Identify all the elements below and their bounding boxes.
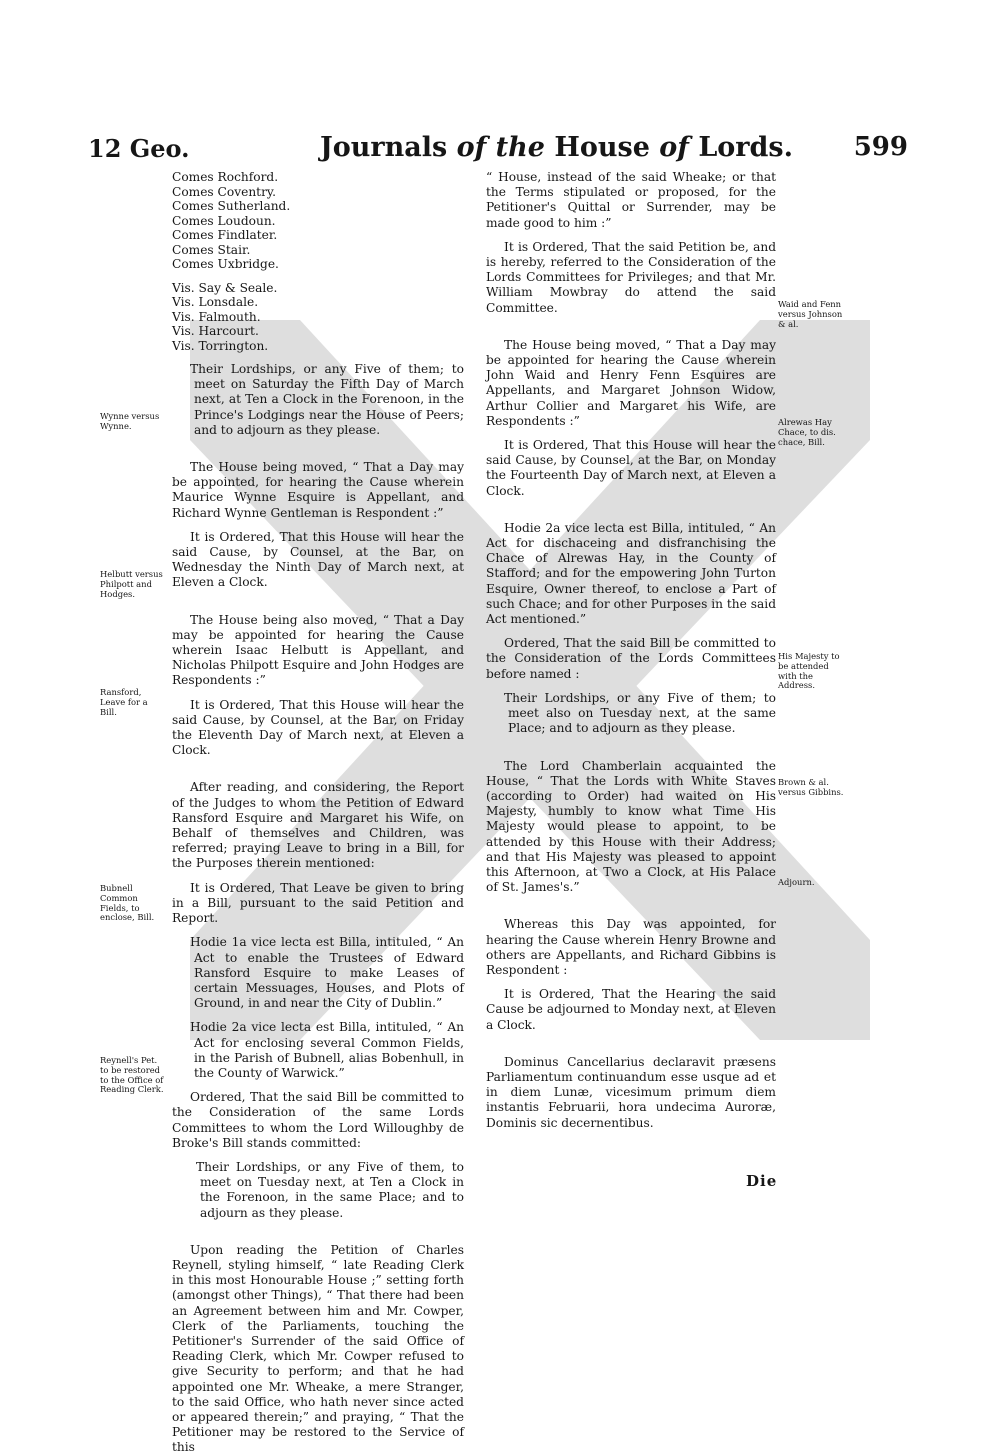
margin-note-helbutt: Helbutt versus Philpott and Hodges.: [100, 569, 163, 599]
member-name: Comes Stair.: [172, 242, 251, 257]
member-name: Comes Coventry.: [172, 184, 277, 199]
report-paragraph: After reading, and considering, the Report of the Judges to whom the Petition of Edward Ransford Esquire and Margaret his Wife, on Behalf of themselves and Children, was referred; praying Leave to bring in a Bill, for the Purposes therein mentioned:: [172, 780, 464, 871]
member-name: Vis. Say & Seale.: [172, 280, 278, 295]
order-paragraph: It is Ordered, That the said Petition be, and is hereby, referred to the Consideration of the Lords Committees for Privileges; and that Mr. William Mowbray do attend the said Committee.: [486, 239, 776, 315]
running-head-title: [320, 132, 793, 163]
margin-note-reynell: Reynell's Pet. to be restored to the Office of Reading Clerk.: [100, 1055, 164, 1095]
order-paragraph: Ordered, That the said Bill be committed to the Consideration of the same Lords Committees to whom the Lord Willoughby de Broke's Bill stands committed:: [172, 1090, 464, 1150]
member-name: Comes Sutherland.: [172, 199, 291, 213]
bill-reading: Hodie 2a vice lecta est Billa, intituled, “ An Act for dischaceing and disfranchising the Chace of Alrewas Hay, in the County of Stafford; and for the empowering John Turton Esquire, Owner thereof, to enclose a Part of such Chace; and for other Purposes in the said Act mentioned.”: [486, 520, 776, 627]
member-name: Vis. Torrington.: [172, 338, 269, 353]
motion-paragraph: The House being also moved, “ That a Day may be appointed for hearing the Cause wherein Isaac Helbutt is Appellant, and Nicholas Philpott Esquire and John Hodges are Respondents :”: [172, 612, 464, 688]
meeting-order: Their Lordships, or any Five of them; to meet on Saturday the Fifth Day of March next, at Ten a Clock in the Forenoon, in the Prince's Lodgings near the House of Peers; and to adjourn as they please.: [190, 362, 464, 437]
order-paragraph: Ordered, That the said Bill be committed to the Consideration of the Lords Committees before named :: [486, 636, 776, 681]
order-paragraph: It is Ordered, That this House will hear the said Cause, by Counsel, at the Bar, on Friday the Eleventh Day of March next, at Eleven a Clock.: [172, 697, 464, 758]
page-header: [88, 128, 908, 176]
whereas-paragraph: Whereas this Day was appointed, for hearing the Cause wherein Henry Browne and others are Appellants, and Richard Gibbins is Respondent :: [486, 917, 776, 977]
margin-note-ransford: Ransford, Leave for a Bill.: [100, 687, 148, 717]
margin-note-alrewas: Alrewas Hay Chace, to dis. chace, Bill.: [778, 417, 836, 447]
vis-list: [172, 281, 464, 354]
running-head-left: 12 Geo.: [88, 134, 190, 163]
right-column: [486, 170, 776, 1131]
margin-note-browne: Brown & al. versus Gibbins.: [778, 777, 844, 797]
order-paragraph: It is Ordered, That Leave be given to bring in a Bill, pursuant to the said Petition and Report.: [172, 880, 464, 926]
adjournment-latin: Dominus Cancellarius declaravit præsens Parliamentum continuandum esse usque ad et in diem Lunæ, vicesimum primum diem instantis Februarii, hora undecima Auroræ, Dominis sic decernentibus.: [486, 1054, 776, 1130]
member-name: Vis. Falmouth.: [172, 309, 261, 324]
motion-paragraph: The House being moved, “ That a Day may be appointed for hearing the Cause wherein John Waid and Henry Fenn Esquires are Appellants, and Margaret Johnson Widow, Arthur Collier and Margaret his Wife, are Respondents :”: [486, 337, 776, 428]
chamberlain-paragraph: The Lord Chamberlain acquainted the House, “ That the Lords with White Staves (according to Order) had waited on His Majesty, humbly to know what Time His Majesty would please to appoint, to be attended by this House with their Address; and that His Majesty was pleased to appoint this Afternoon, at Two a Clock, at His Palace of St. James's.”: [486, 758, 776, 895]
member-name: Comes Uxbridge.: [172, 257, 279, 271]
order-paragraph: It is Ordered, That this House will hear the said Cause, by Counsel, at the Bar, on Wednesday the Ninth Day of March next, at Eleven a Clock.: [172, 529, 464, 590]
title-part-lords: Lords.: [698, 132, 794, 163]
margin-note-bubnell: Bubnell Common Fields, to enclose, Bill.: [100, 883, 155, 923]
member-name: Vis. Harcourt.: [172, 324, 259, 338]
petition-continuation: “ House, instead of the said Wheake; or that the Terms stipulated or proposed, for the Petitioner's Quittal or Surrender, may be made good to him :”: [486, 170, 776, 230]
motion-paragraph: The House being moved, “ That a Day may be appointed, for hearing the Cause wherein Maurice Wynne Esquire is Appellant, and Richard Wynne Gentleman is Respondent :”: [172, 460, 464, 520]
bill-reading: Hodie 1a vice lecta est Billa, intituled, “ An Act to enable the Trustees of Edward Ransford Esquire to make Leases of certain Messuages, Houses, and Plots of Ground, in and near the City of Dublin.”: [190, 935, 464, 1011]
title-part-of-the: of the: [456, 132, 555, 163]
left-column: [172, 170, 464, 1456]
meeting-order: Their Lordships, or any Five of them; to meet also on Tuesday next, at the same Place; and to adjourn as they please.: [504, 690, 776, 736]
margin-note-wynne: Wynne versus Wynne.: [100, 411, 160, 431]
margin-note-waid: Waid and Fenn versus Johnson & al.: [778, 299, 843, 329]
page-number: 599: [853, 132, 908, 162]
petition-paragraph: Upon reading the Petition of Charles Reynell, styling himself, “ late Reading Clerk in this most Honourable House ;” setting forth (amongst other Things), “ That there had been an Agreement between him and Mr. Cowper, Clerk of the Parliaments, touching the Petitioner's Surrender of the said Office of Reading Clerk, which Mr. Cowper refused to give Security to perform; and that he had appointed one Mr. Wheake, a mere Stranger, to the said Office, who hath never since acted or appeared therein;” and praying, “ That the Petitioner may be restored to the Service of this: [172, 1242, 464, 1455]
title-part-journals: Journals: [320, 132, 457, 163]
margin-note-adjourn: Adjourn.: [778, 877, 815, 887]
member-name: Comes Findlater.: [172, 228, 278, 242]
order-paragraph: It is Ordered, That this House will hear the said Cause, by Counsel, at the Bar, on Monday the Fourteenth Day of March next, at Eleven a Clock.: [486, 438, 776, 498]
member-name: Comes Loudoun.: [172, 213, 276, 228]
catchword: Die: [746, 1172, 778, 1190]
title-part-house: House: [554, 132, 660, 163]
member-name: Vis. Lonsdale.: [172, 295, 259, 309]
member-name: Comes Rochford.: [172, 170, 279, 184]
order-paragraph: It is Ordered, That the Hearing the said Cause be adjourned to Monday next, at Eleven a Clock.: [486, 987, 776, 1032]
margin-note-majesty: His Majesty to be attended with the Address.: [778, 651, 840, 691]
title-part-of: of: [659, 132, 699, 163]
comes-list: [172, 170, 464, 272]
meeting-order: Their Lordships, or any Five of them, to meet on Tuesday next, at Ten a Clock in the Forenoon, in the same Place; and to adjourn as they please.: [196, 1159, 464, 1220]
bill-reading: Hodie 2a vice lecta est Billa, intituled, “ An Act for enclosing several Common Fields, in the Parish of Bubnell, alias Bobenhull, in the County of Warwick.”: [190, 1020, 464, 1080]
